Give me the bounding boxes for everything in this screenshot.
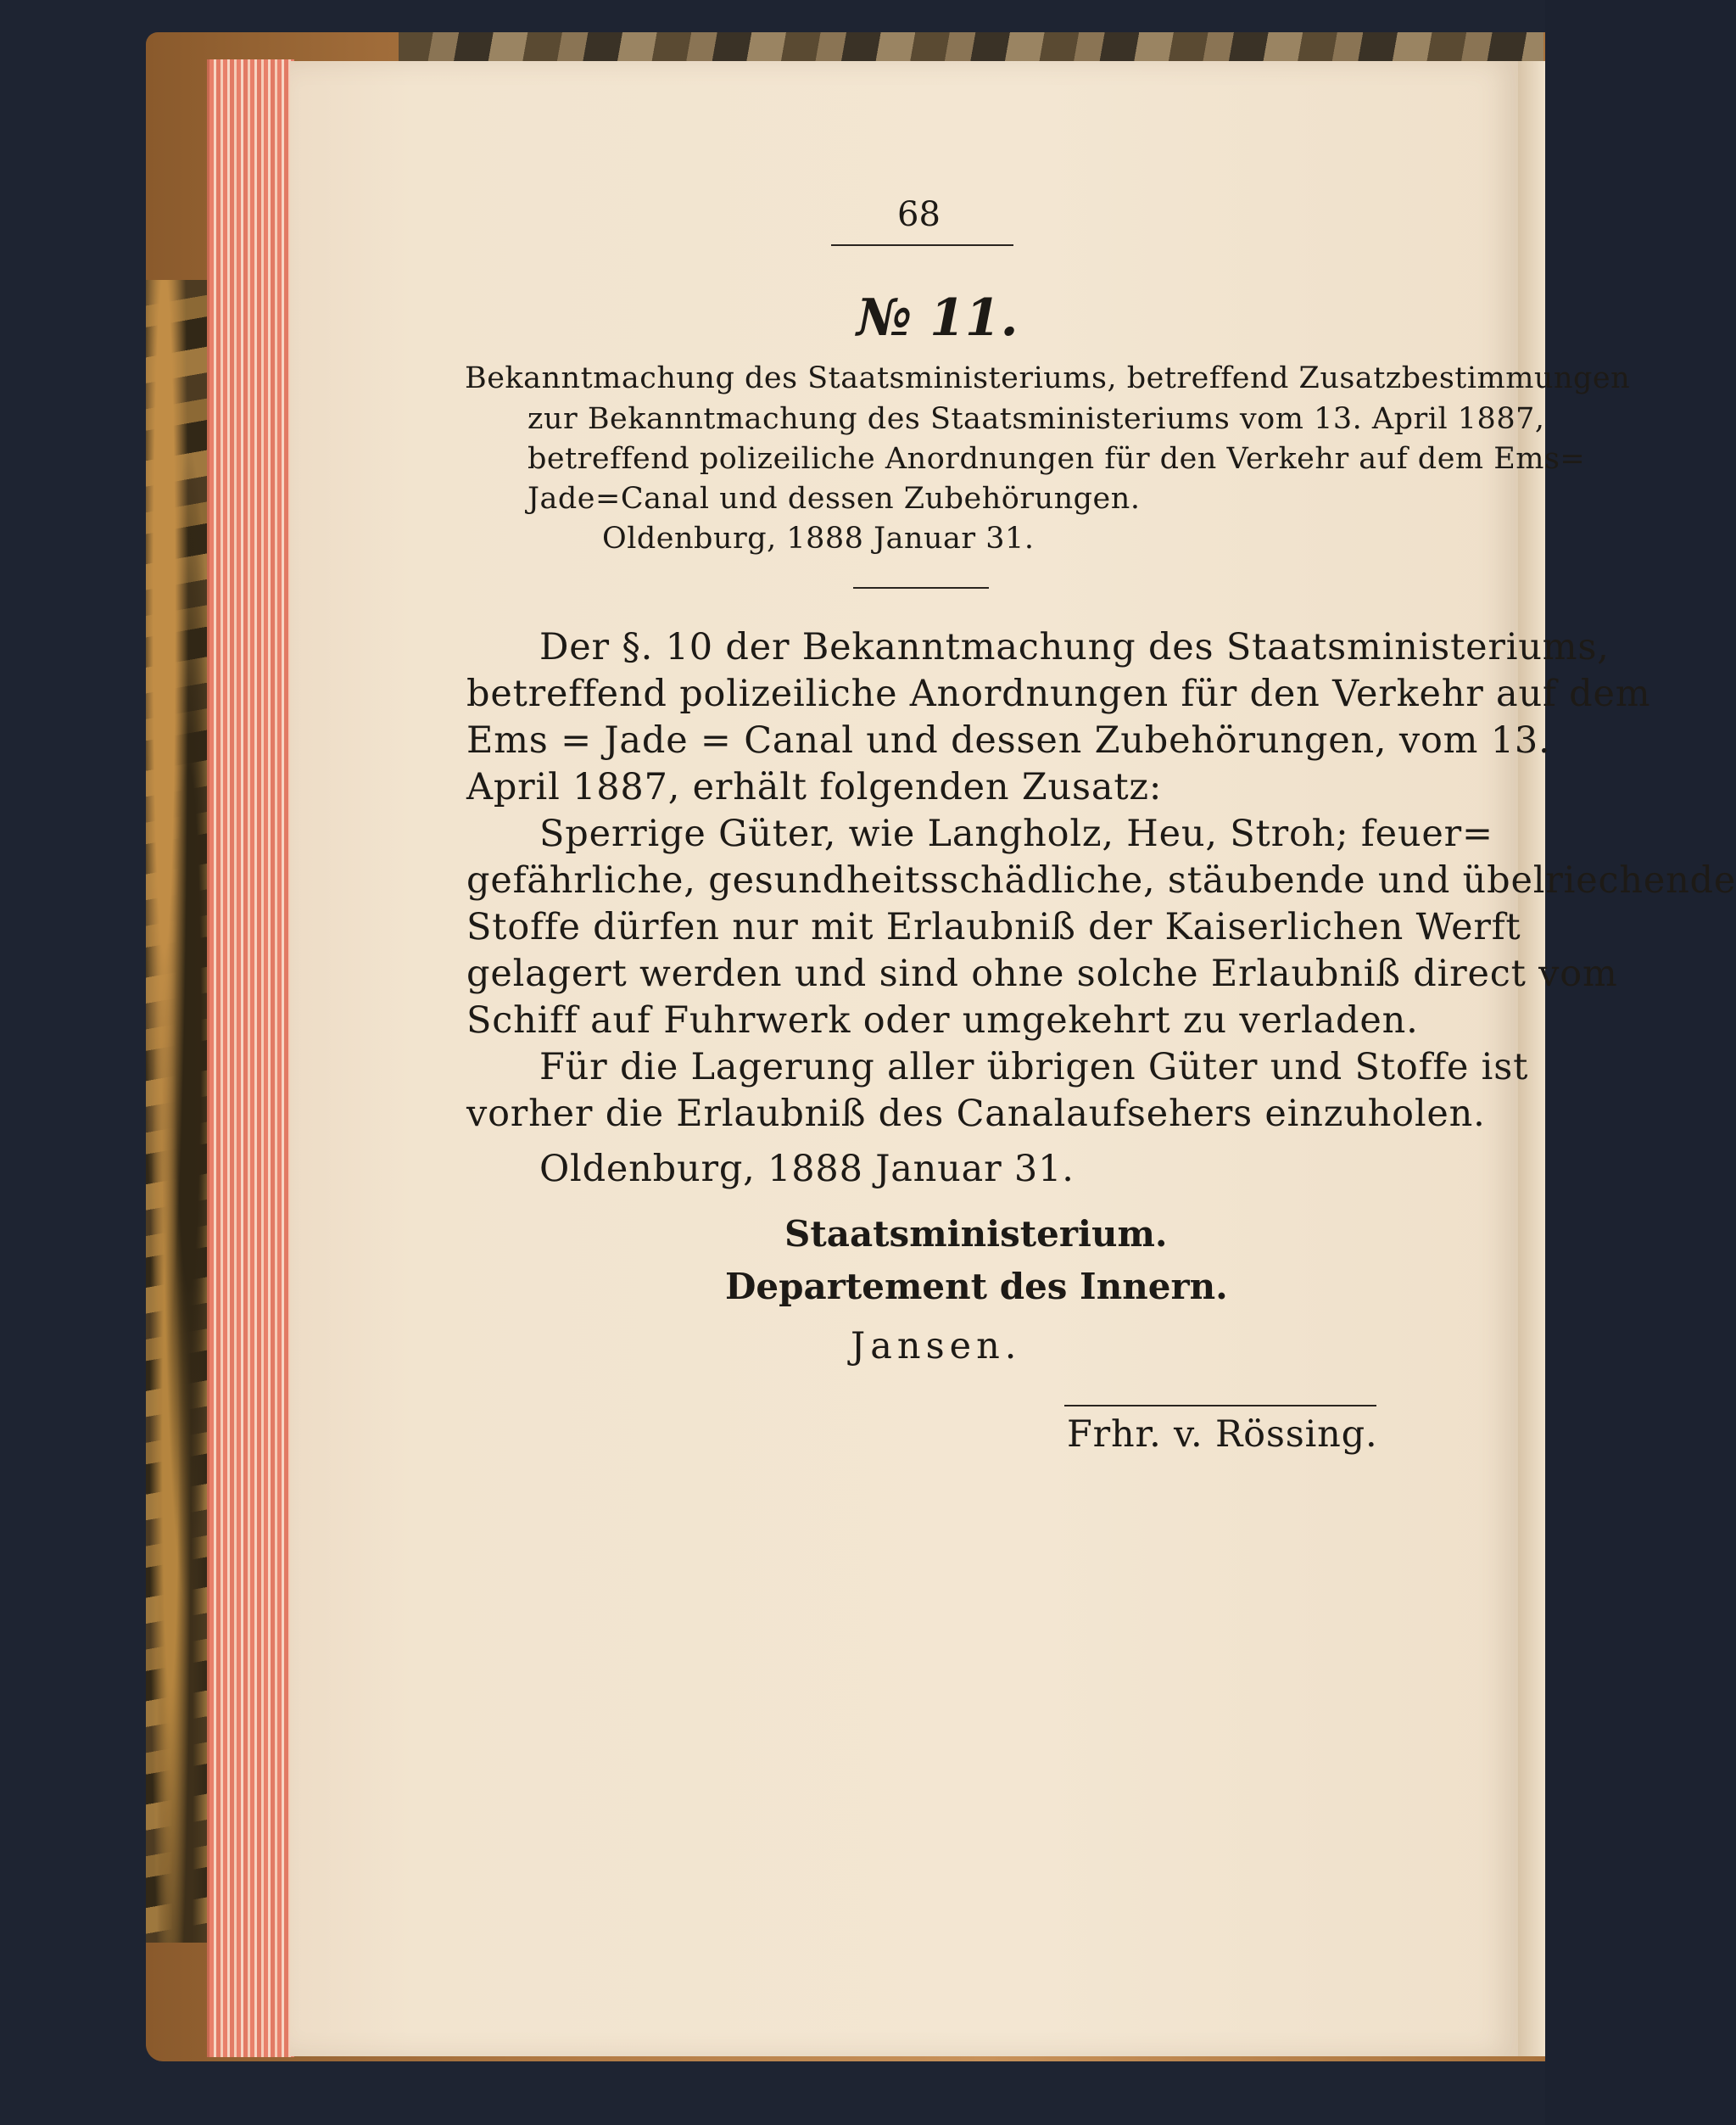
- body-line-7: Stoffe dürfen nur mit Erlaubniß der Kaiserlichen Werft: [466, 906, 1521, 948]
- body-line-5: Sperrige Güter, wie Langholz, Heu, Stroh; feuer=: [539, 813, 1493, 855]
- document-number: № 11.: [857, 288, 1019, 348]
- title-line-3: betreffend polizeiliche Anordnungen für den Verkehr auf dem Ems=: [527, 442, 1586, 476]
- body-line-9: Schiff auf Fuhrwerk oder umgekehrt zu verladen.: [466, 999, 1419, 1042]
- page-number-rule: [831, 244, 1013, 246]
- marbled-edge-left: [146, 280, 207, 1943]
- title-line-4: Jade=Canal und dessen Zubehörungen.: [527, 482, 1141, 516]
- body-line-4: April 1887, erhält folgenden Zusatz:: [466, 766, 1163, 808]
- closing-date: Oldenburg, 1888 Januar 31.: [539, 1148, 1075, 1190]
- title-date: Oldenburg, 1888 Januar 31.: [602, 522, 1035, 556]
- marbled-edge-top: [399, 32, 1543, 63]
- page-number: 68: [897, 195, 941, 234]
- body-line-1: Der §. 10 der Bekanntmachung des Staatsministeriums,: [539, 626, 1610, 668]
- body-line-3: Ems = Jade = Canal und dessen Zubehörungen, vom 13.: [466, 719, 1551, 762]
- department: Departement des Innern.: [725, 1266, 1228, 1307]
- body-line-10: Für die Lagerung aller übrigen Güter und Stoffe ist: [539, 1046, 1529, 1088]
- body-line-2: betreffend polizeiliche Anordnungen für den Verkehr auf dem: [466, 673, 1651, 715]
- body-line-11: vorher die Erlaubniß des Canalaufsehers einzuholen.: [466, 1093, 1486, 1135]
- authority: Staatsministerium.: [784, 1213, 1168, 1255]
- body-line-6: gefährliche, gesundheitsschädliche, stäubende und übelriechende: [466, 859, 1736, 902]
- signature-rule: [1064, 1405, 1376, 1406]
- page-edges: [207, 59, 294, 2057]
- signatory: Jansen.: [851, 1325, 1022, 1367]
- countersign: Frhr. v. Rössing.: [1067, 1413, 1378, 1456]
- title-line-1: Bekanntmachung des Staatsministeriums, betreffend Zusatzbestimmungen: [465, 361, 1631, 395]
- title-rule: [853, 587, 989, 589]
- body-line-8: gelagert werden und sind ohne solche Erlaubniß direct vom: [466, 953, 1618, 995]
- title-line-2: zur Bekanntmachung des Staatsministeriums vom 13. April 1887,: [527, 402, 1545, 436]
